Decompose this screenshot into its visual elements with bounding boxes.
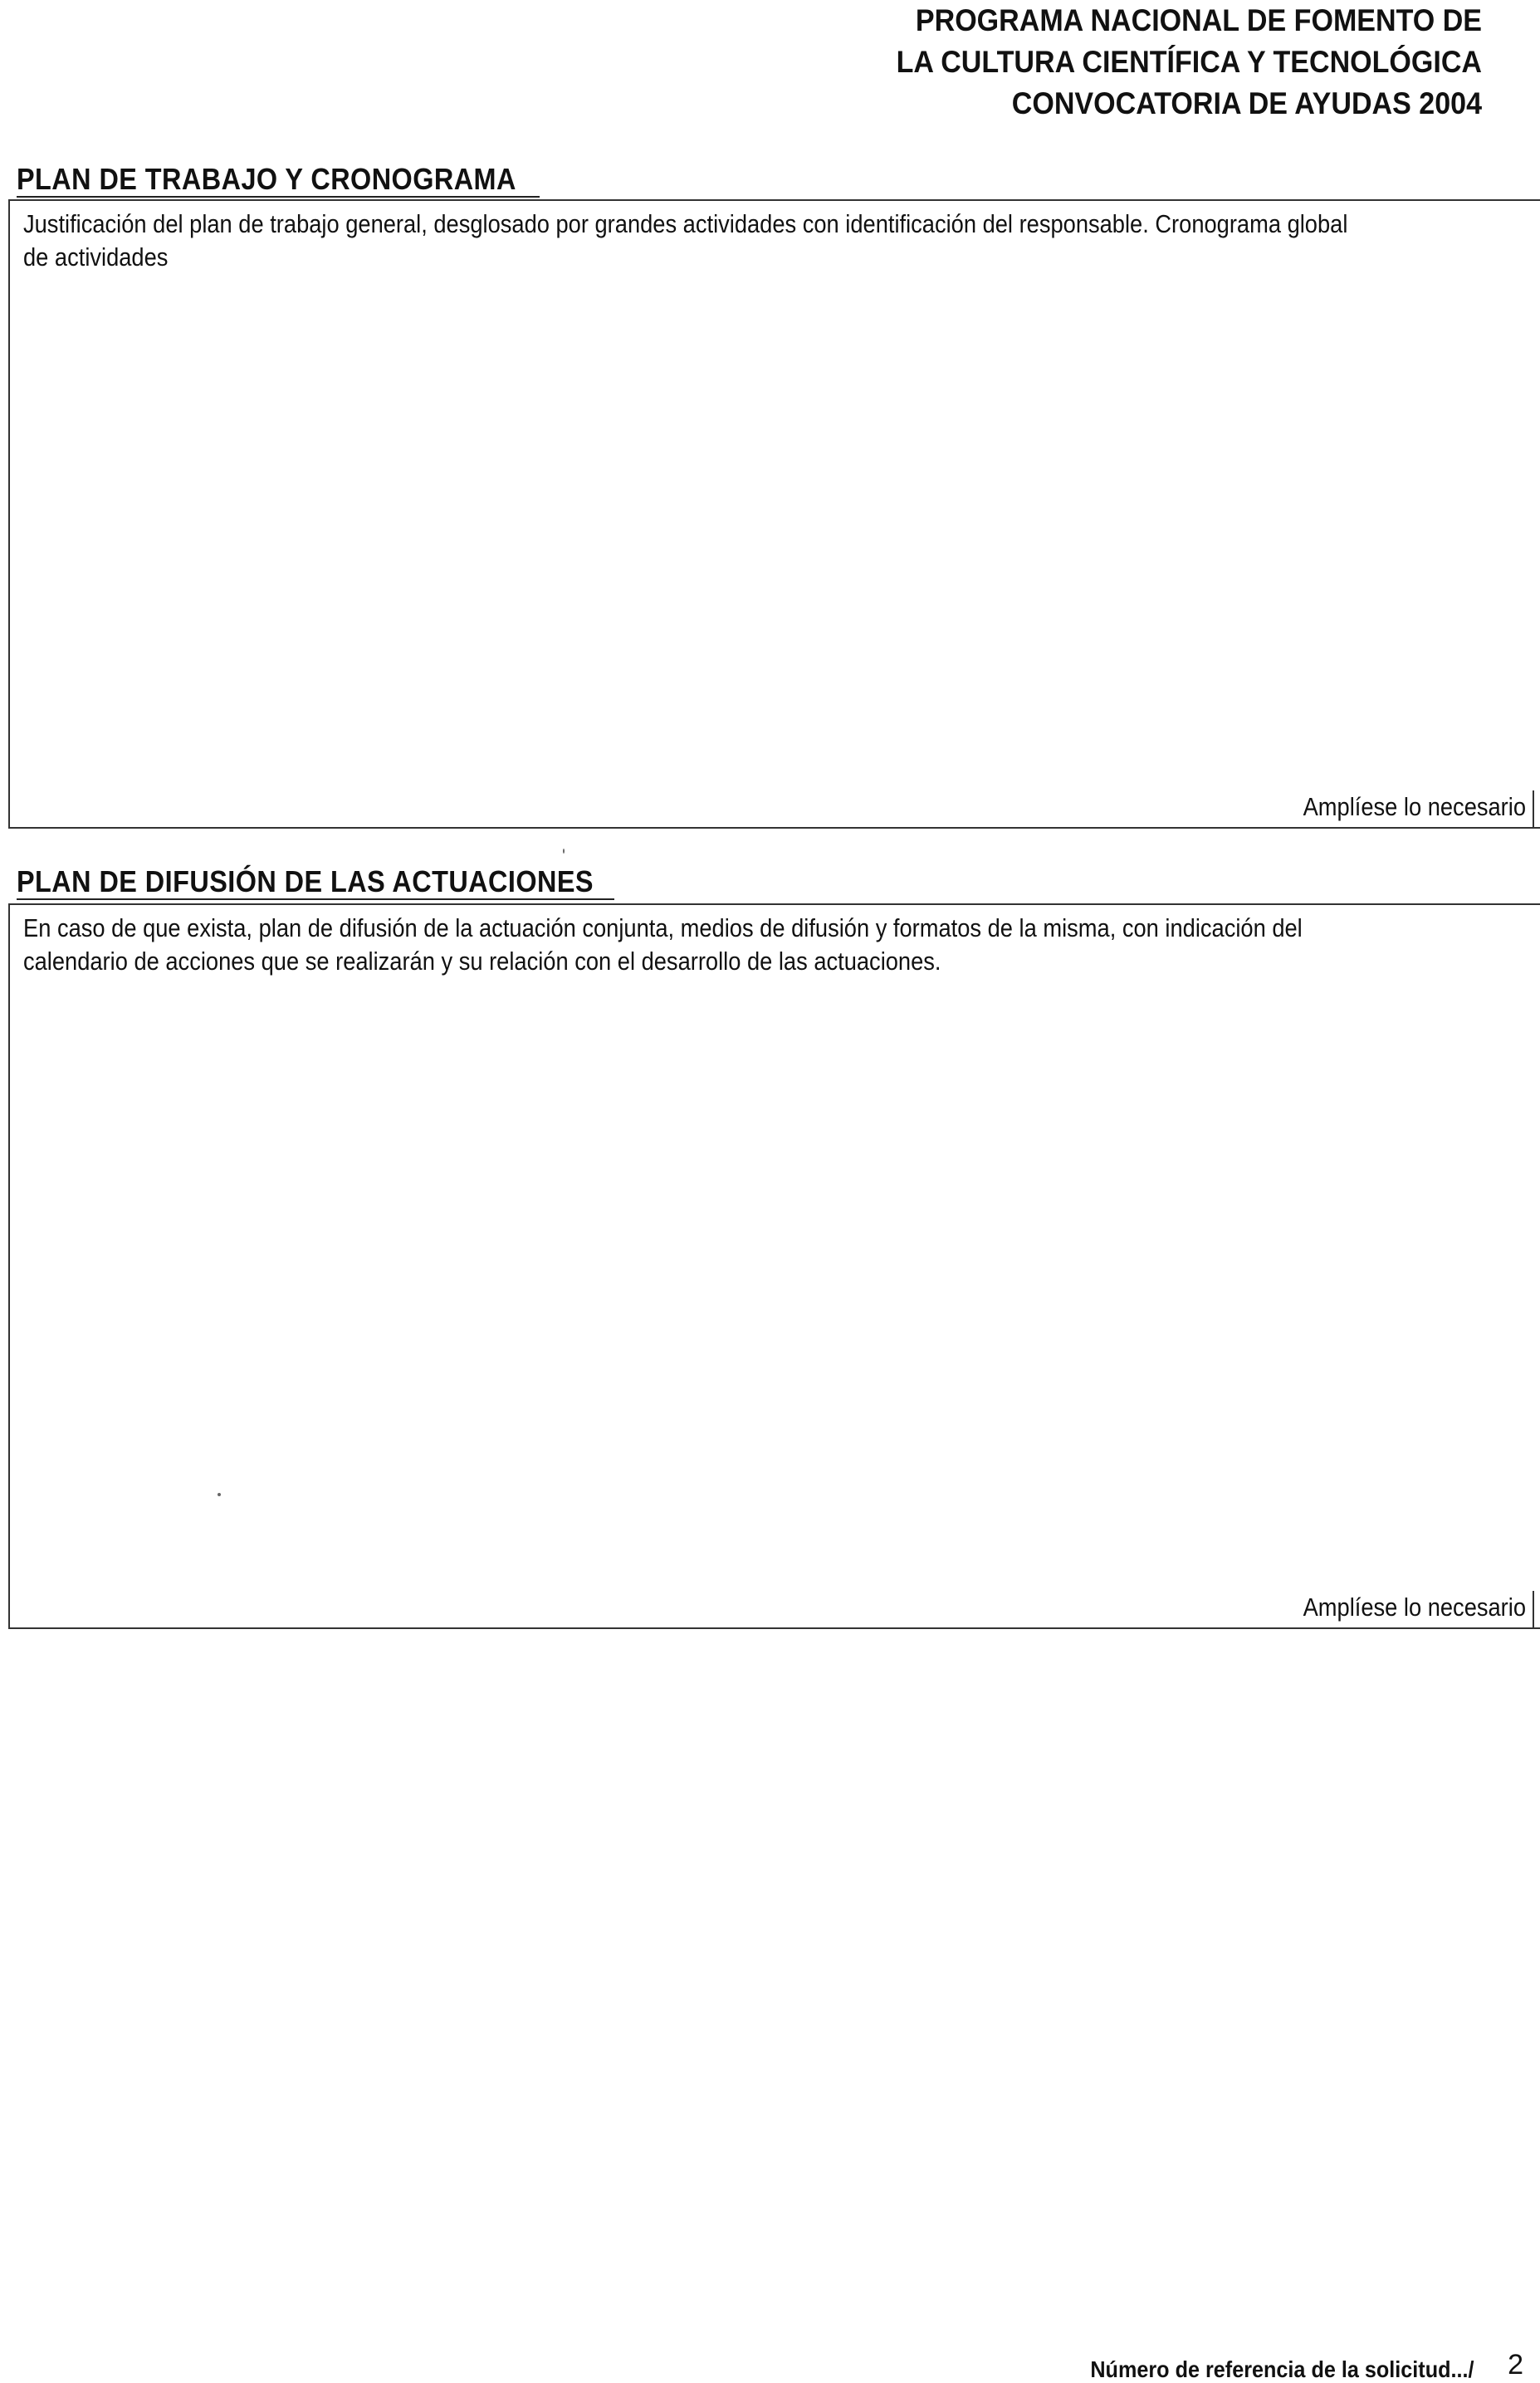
header-line-2: LA CULTURA CIENTÍFICA Y TECNOLÓGICA (896, 45, 1482, 79)
plan-trabajo-instructions (23, 208, 1347, 274)
reference-number-label: Número de referencia de la solicitud.../ (1089, 2356, 1474, 2382)
plan-trabajo-instructions-line-1: Justificación del plan de trabajo general, desglosado por grandes actividades con identificación del responsable. Cronograma global (23, 209, 1348, 238)
section-title-plan-difusion: PLAN DE DIFUSIÓN DE LAS ACTUACIONES (17, 864, 594, 898)
header-line-1: PROGRAMA NACIONAL DE FOMENTO DE (915, 3, 1482, 37)
plan-difusion-instructions-line-2: calendario de acciones que se realizarán y su relación con el desarrollo de las actuaciones. (23, 947, 941, 976)
plan-difusion-expand-note: Amplíese lo necesario (1303, 1593, 1526, 1622)
document-header (794, 0, 1482, 125)
plan-trabajo-expand-note: Amplíese lo necesario (1303, 792, 1526, 821)
plan-difusion-instructions (23, 912, 1303, 978)
plan-difusion-footer-divider (1533, 1591, 1534, 1627)
section-title-underline (17, 898, 614, 900)
header-line-3: CONVOCATORIA DE AYUDAS 2004 (1011, 86, 1482, 120)
section-title-underline (17, 196, 540, 198)
scan-speck (218, 1493, 221, 1496)
plan-difusion-instructions-line-1: En caso de que exista, plan de difusión de la actuación conjunta, medios de difusión y formatos de la misma, con indicación del (23, 913, 1303, 942)
plan-trabajo-footer-divider (1533, 790, 1534, 827)
scan-speck (563, 849, 565, 854)
page-number: 2 (1508, 2349, 1523, 2381)
plan-difusion-field[interactable] (8, 903, 1540, 1629)
plan-trabajo-field[interactable] (8, 199, 1540, 829)
plan-trabajo-instructions-line-2: de actividades (23, 242, 169, 272)
section-title-plan-trabajo: PLAN DE TRABAJO Y CRONOGRAMA (17, 162, 516, 196)
